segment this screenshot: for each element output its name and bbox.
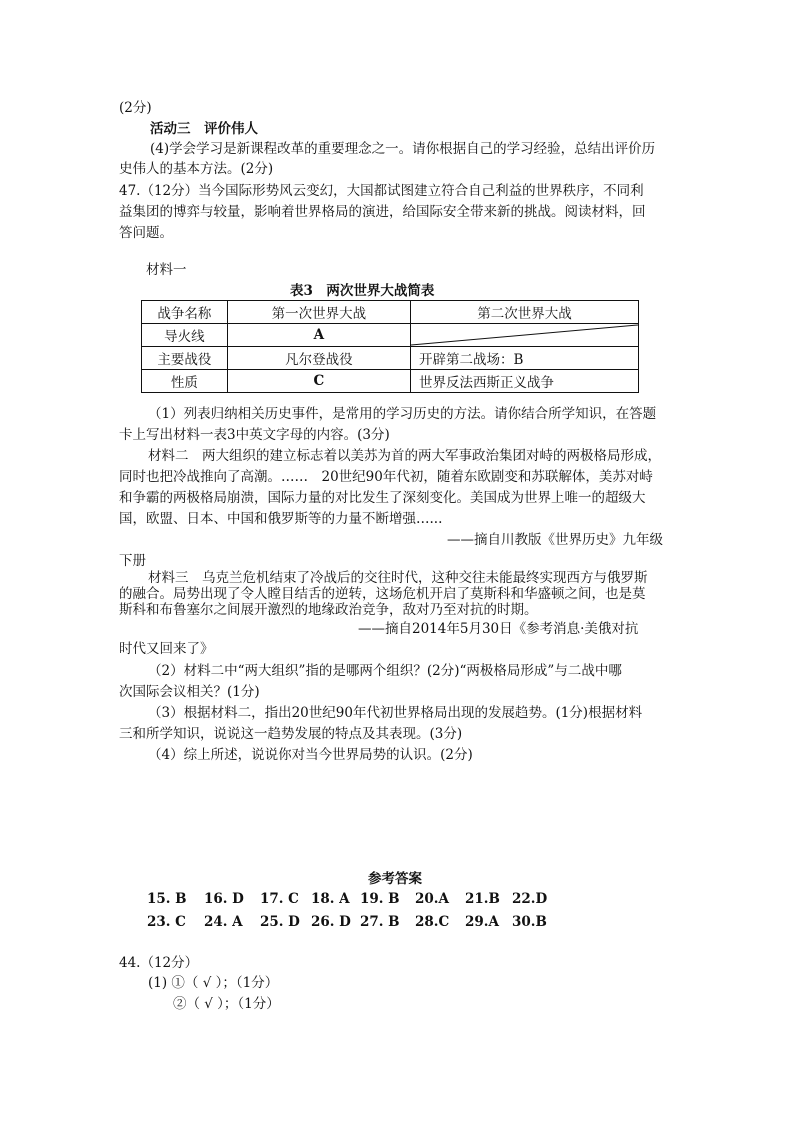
answer-item: 17. C	[260, 891, 299, 907]
table-cell: 导火线	[142, 324, 228, 347]
q44-answer-2: ②（ √ ）；（1分）	[173, 996, 280, 1012]
q44-heading: 44.（12分）	[119, 955, 199, 971]
material-2-source: ——摘自川教版《世界历史》九年级	[447, 532, 663, 548]
sub2-line-1: （2）材料二中“两大组织”指的是哪两个组织？(2分)“两极格局形成”与二战中哪	[148, 663, 622, 679]
answers-row-2	[147, 914, 547, 930]
table-title: 表3 两次世界大战简表	[290, 283, 435, 299]
diagonal-cell	[410, 324, 638, 347]
material-3-line-2: 的融合。局势出现了令人瞠目结舌的逆转，这场危机开启了莫斯科和华盛顿之间，也是莫	[119, 586, 646, 602]
q47-intro-1: 47.（12分）当今国际形势风云变幻，大国都试图建立符合自己利益的世界秩序，不同利	[119, 183, 644, 199]
material-2-line-2: 同时也把冷战推向了高潮。…… 20世纪90年代初，随着东欧剧变和苏联解体，美苏对峙	[119, 469, 653, 485]
material-2-source-cont: 下册	[119, 553, 146, 569]
table-cell: 凡尔登战役	[227, 347, 410, 370]
q44-answer-1: (1) ①（ √ ）；（1分）	[148, 975, 279, 991]
answer-item: 15. B	[147, 891, 187, 907]
table-row	[142, 370, 639, 393]
material-3-line-1: 材料三 乌克兰危机结束了冷战后的交往时代，这种交往未能最终实现西方与俄罗斯	[148, 570, 648, 586]
table-cell: 性质	[142, 370, 228, 393]
sub3-line-2: 三和所学知识，说说这一趋势发展的特点及其表现。(3分)	[119, 726, 463, 742]
answer-item: 30.B	[512, 914, 547, 930]
table-cell: 第一次世界大战	[227, 301, 410, 324]
material-3-line-3: 斯科和布鲁塞尔之间展开激烈的地缘政治竞争，敌对乃至对抗的时期。	[119, 602, 538, 618]
sub1-line-1: （1）列表归纳相关历史事件，是常用的学习历史的方法。请你结合所学知识，在答题	[148, 406, 657, 422]
sub3-line-1: （3）根据材料二，指出20世纪90年代初世界格局出现的发展趋势。(1分)根据材料	[148, 705, 643, 721]
answer-item: 20.A	[415, 891, 449, 907]
material-3-source: ——摘自2014年5月30日《参考消息·美俄对抗	[358, 621, 639, 637]
table-cell: 主要战役	[142, 347, 228, 370]
table-cell: A	[227, 324, 410, 347]
world-wars-table	[141, 300, 639, 393]
answer-item: 22.D	[512, 891, 548, 907]
material-1-label: 材料一	[146, 262, 187, 278]
answers-row-1	[147, 891, 547, 907]
answer-item: 27. B	[360, 914, 400, 930]
table-cell: 世界反法西斯正义战争	[410, 370, 638, 393]
answer-item: 29.A	[465, 914, 499, 930]
answer-item: 24. A	[204, 914, 243, 930]
sub2-line-2: 次国际会议相关？(1分)	[119, 684, 260, 700]
answer-item: 16. D	[204, 891, 244, 907]
q47-intro-3: 答问题。	[119, 225, 173, 241]
answer-item: 21.B	[465, 891, 500, 907]
table-cell: 第二次世界大战	[410, 301, 638, 324]
material-2-line-1: 材料二 两大组织的建立标志着以美苏为首的两大军事政治集团对峙的两极格局形成，	[148, 448, 661, 464]
answers-title: 参考答案	[368, 871, 422, 887]
answer-item: 28.C	[415, 914, 450, 930]
q4-line-1: (4)学会学习是新课程改革的重要理念之一。请你根据自己的学习经验，总结出评价历	[150, 141, 656, 157]
answer-item: 19. B	[360, 891, 400, 907]
material-3-source-cont: 时代又回来了》	[119, 641, 214, 657]
answer-item: 18. A	[311, 891, 350, 907]
material-2-line-3: 和争霸的两极格局崩溃，国际力量的对比发生了深刻变化。美国成为世界上唯一的超级大	[119, 490, 646, 506]
table-row	[142, 347, 639, 370]
sub4-line: （4）综上所述，说说你对当今世界局势的认识。(2分)	[148, 747, 473, 763]
answer-item: 26. D	[311, 914, 351, 930]
activity-title: 活动三 评价伟人	[150, 121, 258, 137]
material-2-line-4: 国，欧盟、日本、中国和俄罗斯等的力量不断增强…...	[119, 511, 443, 527]
q47-intro-2: 益集团的博弈与较量，影响着世界格局的演进，给国际安全带来新的挑战。阅读材料，回	[119, 204, 646, 220]
table-row	[142, 324, 639, 347]
q4-line-2: 史伟人的基本方法。(2分)	[119, 161, 274, 177]
table-cell: 开辟第二战场：B	[410, 347, 638, 370]
answer-item: 25. D	[260, 914, 300, 930]
table-cell: 战争名称	[142, 301, 228, 324]
table-cell: C	[227, 370, 410, 393]
answer-item: 23. C	[147, 914, 186, 930]
diagonal-line	[411, 324, 638, 346]
sub1-line-2: 卡上写出材料一表3中英文字母的内容。(3分)	[119, 427, 390, 443]
score-note: (2分)	[119, 100, 152, 116]
table-header-row	[142, 301, 639, 324]
